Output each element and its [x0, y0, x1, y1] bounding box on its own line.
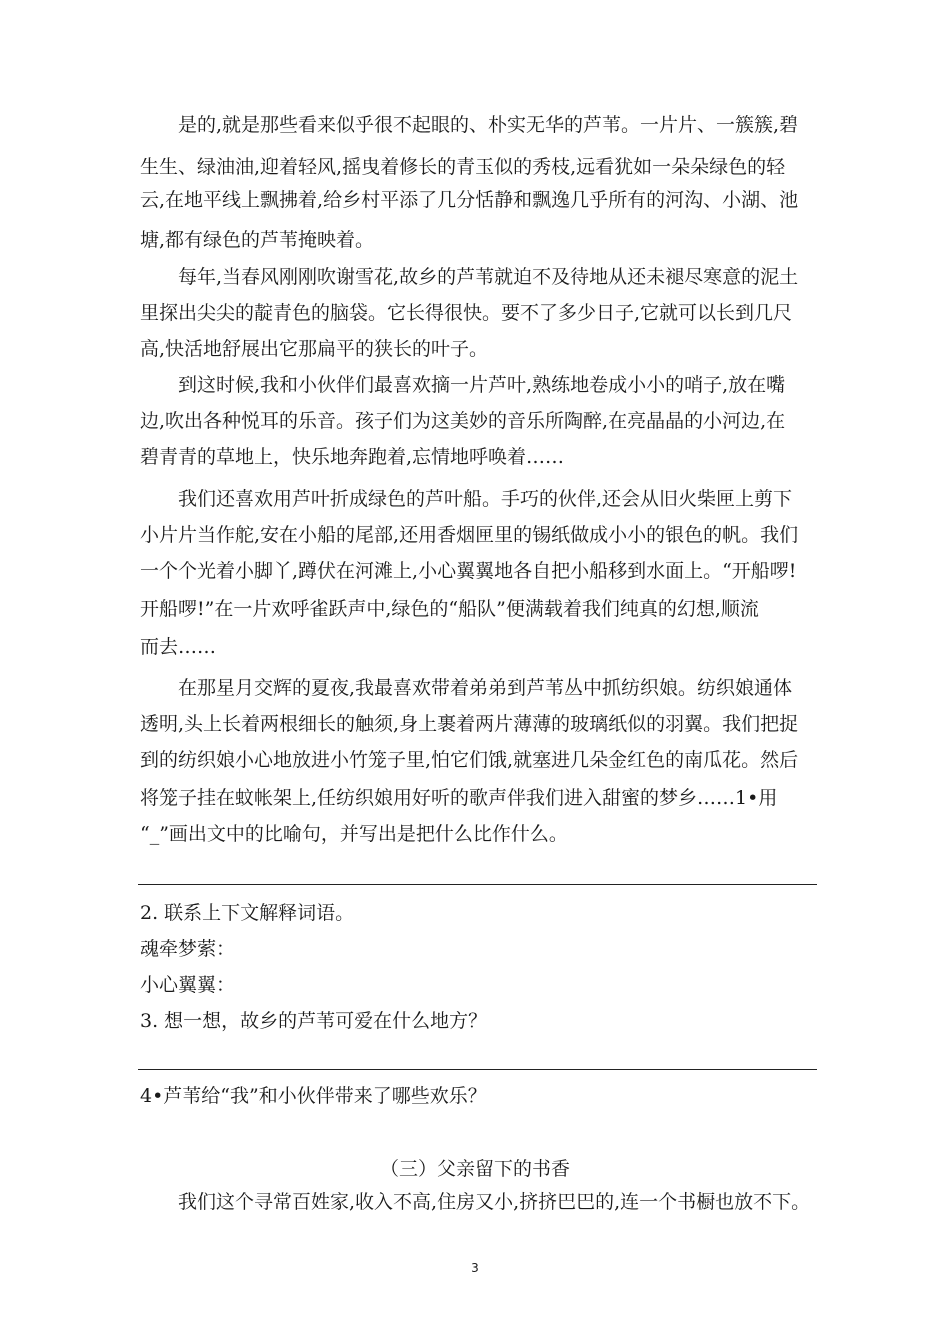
- text-line: 而去……: [140, 636, 217, 658]
- text-line: 我们还喜欢用芦叶折成绿色的芦叶船。手巧的伙伴,还会从旧火柴匣上剪下: [140, 488, 793, 510]
- text-line: 高,快活地舒展出它那扁平的狭长的叶子。: [140, 338, 489, 360]
- text-line: 将笼子挂在蚊帐架上,任纺织娘用好听的歌声伴我们进入甜蜜的梦乡……1•用: [140, 787, 778, 809]
- text-line: 透明,头上长着两根细长的触须,身上裹着两片薄薄的玻璃纸似的羽翼。我们把捉: [140, 713, 799, 735]
- text-line: 到的纺织娘小心地放进小竹笼子里,怕它们饿,就塞进几朵金红色的南瓜花。然后: [140, 749, 799, 771]
- text-line: 塘,都有绿色的芦苇掩映着。: [140, 229, 375, 251]
- text-line: 是的,就是那些看来似乎很不起眼的、朴实无华的芦苇。一片片、一簇簇,碧: [140, 114, 799, 136]
- text-line: 开船啰!”在一片欢呼雀跃声中,绿色的“船队”便满载着我们纯真的幻想,顺流: [140, 598, 759, 620]
- text-line: 我们这个寻常百姓家,收入不高,住房又小,挤挤巴巴的,连一个书橱也放不下。: [140, 1191, 811, 1213]
- text-line: 云,在地平线上飘拂着,给乡村平添了几分恬静和飘逸几乎所有的河沟、小湖、池: [140, 189, 799, 211]
- page-number: 3: [471, 1261, 479, 1275]
- text-line: 生生、绿油油,迎着轻风,摇曳着修长的青玉似的秀枝,远看犹如一朵朵绿色的轻: [140, 156, 786, 178]
- text-line: 一个个光着小脚丫,蹲伏在河滩上,小心翼翼地各自把小船移到水面上。“开船啰!: [140, 560, 797, 582]
- question-2: 2. 联系上下文解释词语。: [140, 902, 355, 924]
- text-line: 小片片当作舵,安在小船的尾部,还用香烟匣里的锡纸做成小小的银色的帆。我们: [140, 524, 799, 546]
- text-line: 里探出尖尖的靛青色的脑袋。它长得很快。要不了多少日子,它就可以长到几尺: [140, 302, 793, 324]
- section-title: （三）父亲留下的书香: [379, 1158, 570, 1180]
- answer-line: [138, 1069, 817, 1070]
- text-line: 到这时候,我和小伙伴们最喜欢摘一片芦叶,熟练地卷成小小的哨子,放在嘴: [140, 374, 786, 396]
- text-line: “_”画出文中的比喻句，并写出是把什么比作什么。: [140, 823, 568, 845]
- question-4: 4•芦苇给“我”和小伙伴带来了哪些欢乐？: [140, 1085, 487, 1107]
- text-line: 每年,当春风刚刚吹谢雪花,故乡的芦苇就迫不及待地从还未褪尽寒意的泥土: [140, 266, 799, 288]
- text-line: 边,吹出各种悦耳的乐音。孩子们为这美妙的音乐所陶醉,在亮晶晶的小河边,在: [140, 410, 786, 432]
- text-line: 碧青青的草地上，快乐地奔跑着,忘情地呼唤着……: [140, 446, 565, 468]
- answer-line: [138, 884, 817, 885]
- question-2-term-2: 小心翼翼：: [140, 974, 236, 996]
- question-3: 3. 想一想，故乡的芦苇可爱在什么地方？: [140, 1010, 488, 1032]
- text-line: 在那星月交辉的夏夜,我最喜欢带着弟弟到芦苇丛中抓纺织娘。纺织娘通体: [140, 677, 793, 699]
- question-2-term-1: 魂牵梦萦：: [140, 938, 236, 960]
